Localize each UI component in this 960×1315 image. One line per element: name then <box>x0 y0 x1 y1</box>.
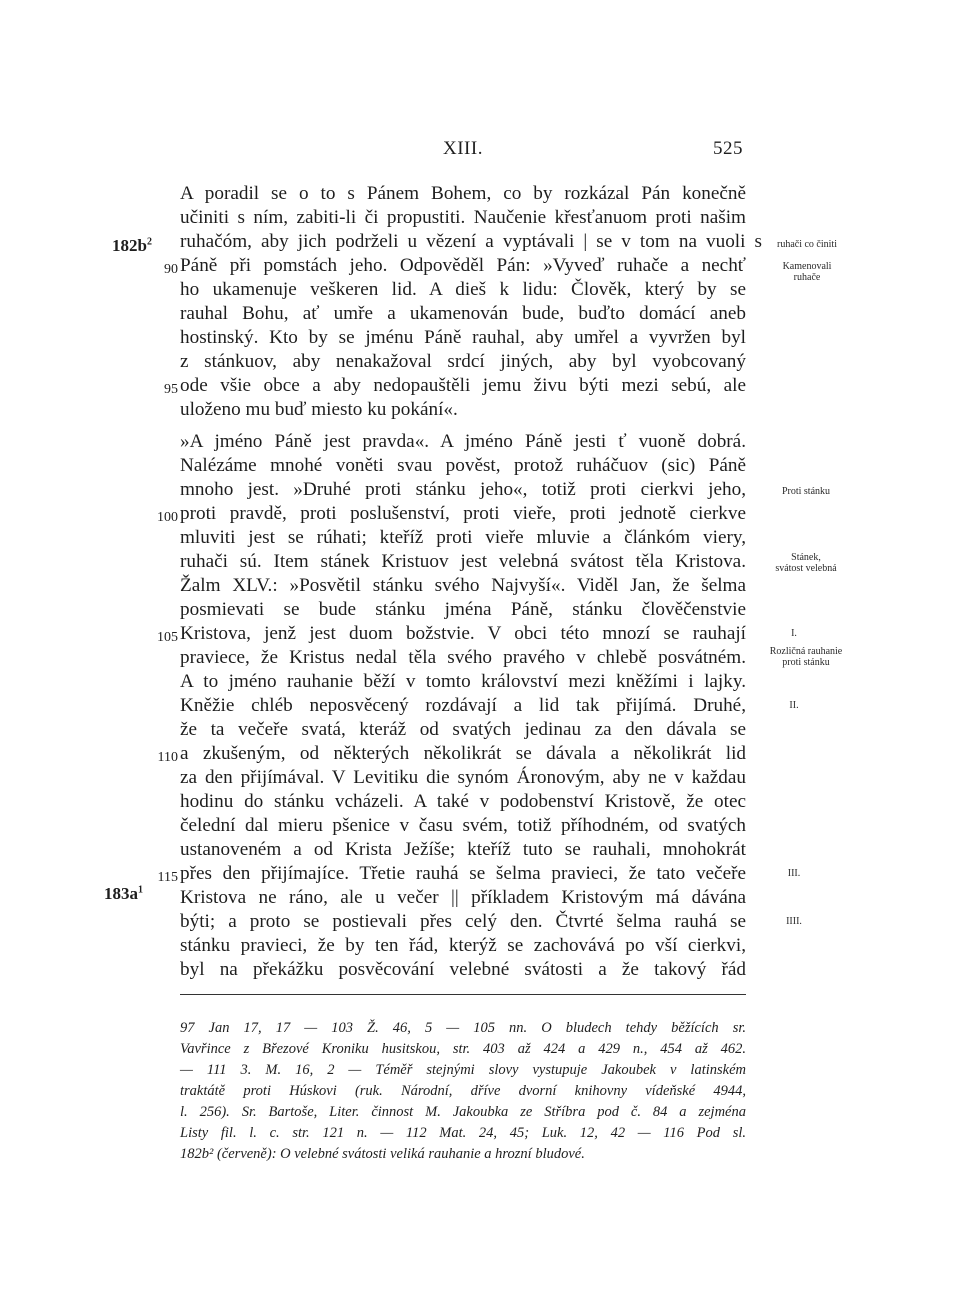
side-note: ruhači co činiti <box>777 239 837 250</box>
text-line: Kněžie chléb neposvěcený rozdávají a lid tak přijímá. Druhé, <box>180 695 746 716</box>
folio-main: 183a <box>104 884 138 903</box>
line-number: 115 <box>157 870 178 885</box>
footnote-line: Listy fil. l. c. str. 121 n. — 112 Mat. 24, 45; Luk. 12, 42 — 116 Pod sl. <box>180 1125 746 1141</box>
text-line: A poradil se o to s Pánem Bohem, co by rozkázal Pán konečně <box>180 183 746 204</box>
text-line: ruhači sú. Item stánek Kristuov jest velebná svátost těla Kristova. <box>180 551 746 572</box>
chapter-number: XIII. <box>443 138 483 159</box>
text-line: že ta večeře svatá, kteráž od svatých jedinau za den dávala se <box>180 719 746 740</box>
page-number: 525 <box>713 138 743 159</box>
footnote-line: Vavřince z Březové Kroniku husitskou, str. 403 až 424 a 429 n., 454 až 462. <box>180 1041 746 1057</box>
side-note-roman: II. <box>789 700 799 711</box>
footnote-rule <box>180 994 746 995</box>
folio-marker <box>104 884 143 904</box>
footnote-line: traktátě proti Húskovi (ruk. Národní, dříve dvorní knihovny vídeňské 4944, <box>180 1083 746 1099</box>
folio-superscript: 1 <box>138 884 143 896</box>
folio-main: 182b <box>112 236 147 255</box>
side-note-roman: III. <box>787 868 801 879</box>
footnote-line: — 111 3. M. 16, 2 — Téměř stejnými slovy vystupuje Jakoubek v latinském <box>180 1062 746 1078</box>
side-note <box>758 552 854 574</box>
text-line: »A jméno Páně jest pravda«. A jméno Páně jesti ť vuoně dobrá. <box>180 431 746 452</box>
text-line: ustanoveném a od Krista Ježíše; kteříž tuto se rauhali, mnohokrát <box>180 839 746 860</box>
line-number: 105 <box>157 630 178 645</box>
side-note <box>752 646 860 668</box>
text-line: A to jméno rauhanie běží v tomto království mezi kněžími i lajky. <box>180 671 746 692</box>
text-line: hodinu do stánku vcházeli. A také v podobenství Kristově, že otec <box>180 791 746 812</box>
text-line: býti; a proto se postievali přes celý den. Čtvrté šelma rauhá se <box>180 911 746 932</box>
folio-marker <box>112 236 152 256</box>
text-line: hostinský. Kto by se jménu Páně rauhal, aby umřel a vyvržen byl <box>180 327 746 348</box>
text-line: z stánkuov, aby nenakažoval srdcí jiných, aby byl vyobcovaný <box>180 351 746 372</box>
text-line: rauhal Bohu, ať umře a ukamenován bude, buďto domácí aneb <box>180 303 746 324</box>
footnote-line: l. 256). Sr. Bartoše, Liter. činnost M. Jakoubka ze Stříbra pod č. 84 a zejména <box>180 1104 746 1120</box>
side-note-line: Stánek, <box>791 552 821 563</box>
text-line: ode všie obce a aby nedopauštěli jemu živu býti mezi sebú, ale <box>180 375 746 396</box>
text-line: Kristova ne ráno, ale u večer || příkladem Kristovým má dávána <box>180 887 746 908</box>
text-line: byl na překážku posvěcování velebné svátosti a že takový řád <box>180 959 746 980</box>
text-line: mnoho jest. »Druhé proti stánku jeho«, totiž proti cierkvi jeho, <box>180 479 746 500</box>
text-line: Žalm XLV.: »Posvětil stánku svého Najvyší«. Viděl Jan, že šelma <box>180 575 746 596</box>
side-note-roman: IIII. <box>786 916 802 927</box>
line-number: 110 <box>157 750 178 765</box>
text-line: učiniti s ním, zabiti-li či propustiti. Naučenie křesťanuom proti našim <box>180 207 746 228</box>
side-note-line: proti stánku <box>782 657 830 668</box>
side-note-line: svátost velebná <box>775 563 837 574</box>
side-note-line: ruhače <box>793 272 821 283</box>
line-number: 95 <box>164 382 178 397</box>
text-line: čelední dal mieru pšenice v času svém, totiž příhodném, od svatých <box>180 815 746 836</box>
text-line: za den přijímával. V Levitiku die synóm Áronovým, aby ne v každau <box>180 767 746 788</box>
text-line: Páně při pomstách jeho. Odpověděl Pán: »Vyveď ruhače a nechť <box>180 255 746 276</box>
side-note <box>765 261 849 283</box>
text-line: posmievati se bude stánku jména Páně, stánku člověčenstvie <box>180 599 746 620</box>
text-line: a zkušeným, od některých několikrát se dávala a několikrát lid <box>180 743 746 764</box>
side-note: Proti stánku <box>781 486 831 497</box>
text-line: Kristova, jenž jest duom božstvie. V obci této mnozí se rauhají <box>180 623 746 644</box>
text-line: ruhačóm, aby jich podrželi u vězení a vyptávali | se v tom na vuoli s <box>180 231 762 252</box>
footnote-line: 97 Jan 17, 17 — 103 Ž. 46, 5 — 105 nn. O bludech tehdy běžících sr. <box>180 1020 746 1036</box>
text-line: přes den přijímajíce. Třetie rauhá se šelma pravieci, že tato večeře <box>180 863 746 884</box>
line-number: 90 <box>164 262 178 277</box>
text-line: ho ukamenuje veškeren lid. A dieš k lidu: Člověk, který by se <box>180 279 746 300</box>
text-line: mluviti jest se rúhati; kteříž proti vieře mluvie a článkóm viery, <box>180 527 746 548</box>
folio-superscript: 2 <box>146 236 152 248</box>
text-line: Nalézáme mnohé voněti svau pověst, protož ruháčuov (sic) Páně <box>180 455 746 476</box>
text-line: stánku pravieci, že by ten řád, kterýž se zachovává po vší cierkvi, <box>180 935 746 956</box>
side-note-roman: I. <box>791 628 797 639</box>
text-line: praviece, že Kristus nedal těla svého pravého v chlebě posvátném. <box>180 647 746 668</box>
line-number: 100 <box>157 510 178 525</box>
side-note-line: Rozličná rauhanie <box>769 646 843 657</box>
side-note-line: Kamenovali <box>782 261 832 272</box>
text-line: proti pravdě, proti poslušenství, proti vieře, proti jednotě cierkve <box>180 503 746 524</box>
text-line: uloženo mu buď miesto ku pokání«. <box>180 399 458 420</box>
footnote-line: 182b² (červeně): O velebné svátosti veliká rauhanie a hrozní bludové. <box>180 1146 585 1162</box>
